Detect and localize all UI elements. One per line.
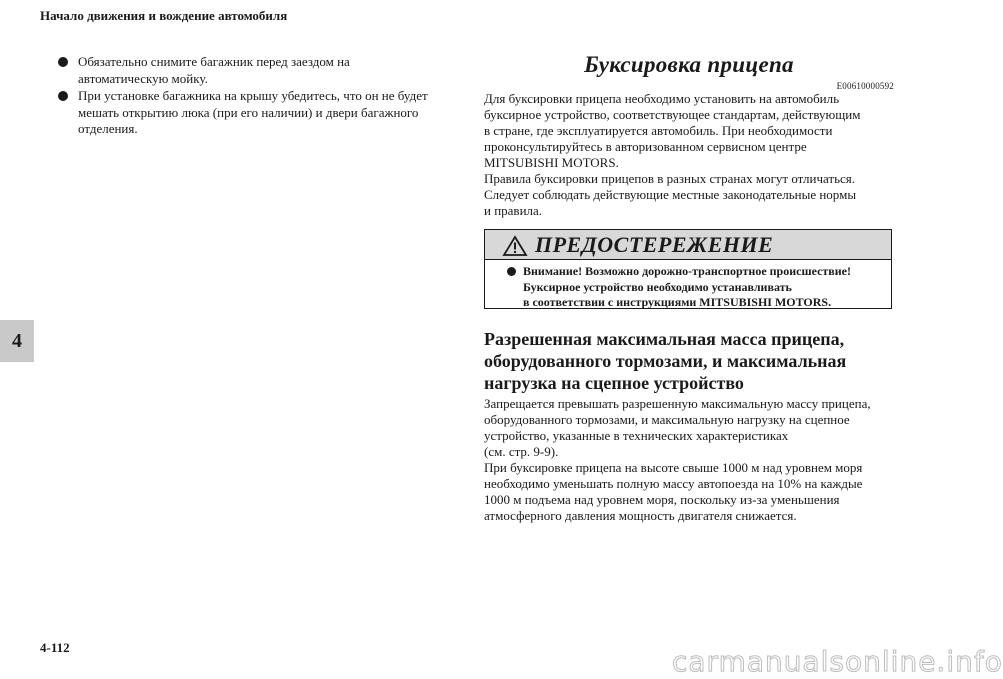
paragraph-line: Правила буксировки прицепов в разных странах могут отличаться. (484, 171, 856, 186)
running-header: Начало движения и вождение автомобиля (40, 8, 288, 23)
bullet-line: автоматическую мойку. (78, 70, 208, 86)
section-paragraph (484, 91, 894, 219)
bullet-line: отделения. (78, 121, 138, 136)
warning-body (503, 264, 873, 311)
paragraph-line: MITSUBISHI MOTORS. (484, 155, 619, 170)
subsection-paragraph (484, 396, 894, 524)
paragraph-line: атмосферного давления мощность двигателя снижается. (484, 508, 797, 523)
paragraph-line: буксирное устройство, соответствующее стандартам, действующим (484, 107, 861, 122)
paragraph-line: Следует соблюдать действующие местные законодательные нормы (484, 187, 857, 202)
page-number: 4-112 (40, 640, 70, 655)
paragraph-line: и правила. (484, 203, 543, 218)
document-code: E00610000592 (836, 81, 894, 91)
paragraph-line: Запрещается превышать разрешенную максимальную массу прицепа, (484, 396, 871, 411)
paragraph-line: 1000 м подъема над уровнем моря, поскольку из-за уменьшения (484, 492, 840, 507)
chapter-tab: 4 (0, 320, 34, 362)
subsection-title-line: оборудованного тормозами, и максимальная (484, 351, 847, 371)
bullet-item (52, 54, 452, 87)
warning-header (485, 230, 891, 260)
paragraph-line: оборудованного тормозами, и максимальную нагрузку на сцепное (484, 412, 850, 427)
section-title: Буксировка прицепа (584, 52, 794, 77)
bullet-dot-icon (507, 267, 516, 276)
warning-box (484, 229, 892, 309)
warning-line: Внимание! Возможно дорожно-транспортное происшествие! (523, 264, 852, 278)
paragraph-line: При буксировке прицепа на высоте свыше 1000 м над уровнем моря (484, 460, 863, 475)
watermark: carmanualsonline.info (672, 645, 1003, 678)
warning-line: в соответствии с инструкциями MITSUBISHI MOTORS. (523, 295, 832, 309)
paragraph-line: в стране, где эксплуатируется автомобиль. При необходимости (484, 123, 833, 138)
subsection (484, 328, 894, 524)
bullet-dot-icon (58, 57, 68, 67)
bullet-line: мешать открытию люка (при его наличии) и двери багажного (78, 104, 419, 120)
paragraph-line: необходимо уменьшать полную массу автопоезда на 10% на каждые (484, 476, 863, 491)
subsection-title (484, 328, 894, 394)
paragraph-line: проконсультируйтесь в авторизованном сервисном центре (484, 139, 807, 154)
subsection-title-line: Разрешенная максимальная масса прицепа, (484, 329, 845, 349)
right-column (484, 52, 894, 219)
bullet-dot-icon (58, 91, 68, 101)
warning-title: ПРЕДОСТЕРЕЖЕНИЕ (535, 232, 774, 257)
left-column (52, 54, 452, 139)
warning-line: Буксирное устройство необходимо устанавливать (523, 279, 792, 294)
paragraph-line: (см. стр. 9-9). (484, 444, 559, 459)
bullet-line: Обязательно снимите багажник перед заездом на (78, 54, 350, 69)
subsection-title-line: нагрузка на сцепное устройство (484, 373, 744, 393)
bullet-line: При установке багажника на крышу убедитесь, что он не будет (78, 88, 428, 103)
bullet-item (52, 88, 452, 138)
paragraph-line: устройство, указанные в технических характеристиках (484, 428, 789, 443)
paragraph-line: Для буксировки прицепа необходимо установить на автомобиль (484, 91, 840, 106)
warning-triangle-icon (503, 236, 527, 256)
